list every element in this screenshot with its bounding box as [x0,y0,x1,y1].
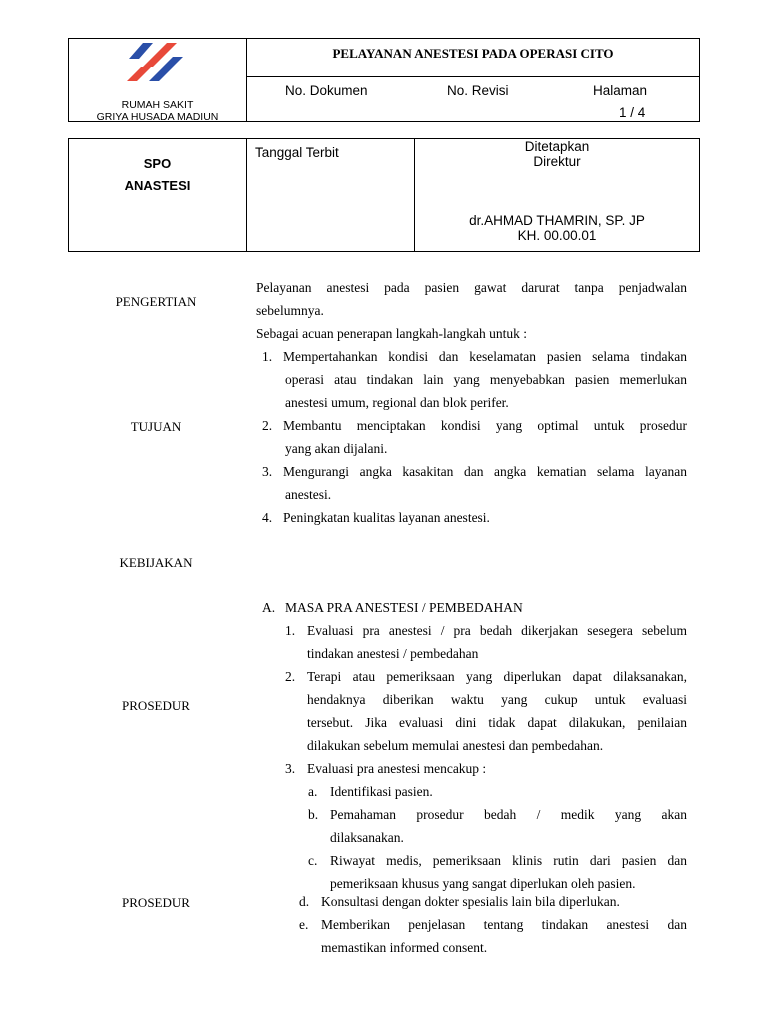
prosedur-item-2-line4: dilakukan sebelum memulai anestesi dan pembedahan. [307,738,604,753]
tujuan-item-1-number: 1. [262,349,273,364]
section-label-prosedur-2: PROSEDUR [122,895,190,910]
prosedur-sub-a-line1: Identifikasi pasien. [330,784,433,799]
spo-line1: SPO [143,156,172,171]
approval-block [415,139,699,169]
page-label: Halaman [593,83,648,98]
approved-line2: Direktur [533,154,581,169]
prosedur-sub-a-letter: a. [308,784,318,799]
tujuan-item-4-number: 4. [262,510,273,525]
tujuan-item-1-line1: Mempertahankan kondisi dan keselamatan pasien selama tindakan [283,349,687,364]
pengertian-line1: Pelayanan anestesi pada pasien gawat darurat tanpa penjadwalan [256,280,687,295]
prosedur-heading: MASA PRA ANESTESI / PEMBEDAHAN [285,600,523,615]
hospital-name-line2: GRIYA HUSADA MADIUN [96,111,219,123]
hospital-name [69,99,246,123]
prosedur-item-2-line1: Terapi atau pemeriksaan yang diperlukan dapat dilaksanakan, [307,669,687,684]
page-number: 1 / 4 [619,105,646,120]
spo-line2: ANASTESI [124,178,191,193]
header-table-top [68,38,700,122]
tujuan-item-4-line1: Peningkatan kualitas layanan anestesi. [283,510,490,525]
spo-label [69,153,246,197]
hospital-logo-icon [123,41,185,85]
prosedur-item-1-line2: tindakan anestesi / pembedahan [307,646,479,661]
prosedur-sub-c-line2: pemeriksaan khusus yang sangat diperlukan oleh pasien. [330,876,636,891]
prosedur-sub-b-line1: Pemahaman prosedur bedah / medik yang akan [330,807,687,822]
tujuan-item-3-line1: Mengurangi angka kasakitan dan angka kematian selama layanan [283,464,687,479]
hospital-name-line1: RUMAH SAKIT [121,99,194,111]
tujuan-item-2-line1: Membantu menciptakan kondisi yang optimal untuk prosedur [283,418,687,433]
prosedur-sub-e-letter: e. [299,917,309,932]
prosedur-sub-b-line2: dilaksanakan. [330,830,404,845]
tujuan-item-3-line2: anestesi. [285,487,332,502]
director-block [415,213,699,243]
prosedur-sub-d-line1: Konsultasi dengan dokter spesialis lain bila diperlukan. [321,894,620,909]
prosedur-item-1-number: 1. [285,623,296,638]
prosedur-sub-b-letter: b. [308,807,319,822]
prosedur-sub-e-line1: Memberikan penjelasan tentang tindakan anestesi dan [321,917,687,932]
issue-date-label: Tanggal Terbit [255,145,339,160]
header-table-bottom [68,138,700,252]
prosedur-item-3-line1: Evaluasi pra anestesi mencakup : [307,761,487,776]
prosedur-sub-c-line1: Riwayat medis, pemeriksaan klinis rutin dari pasien dan [330,853,687,868]
director-id: KH. 00.00.01 [517,228,597,243]
prosedur-item-2-line2: hendaknya diberikan waktu yang cukup untuk evaluasi [307,692,687,707]
prosedur-heading-letter: A. [262,600,276,615]
section-label-kebijakan: KEBIJAKAN [119,555,193,570]
director-name: dr.AHMAD THAMRIN, SP. JP [469,213,645,228]
tujuan-intro: Sebagai acuan penerapan langkah-langkah untuk : [256,326,528,341]
tujuan-item-2-line2: yang akan dijalani. [285,441,388,456]
divider [247,76,699,77]
prosedur-sub-d-letter: d. [299,894,310,909]
prosedur-item-2-number: 2. [285,669,296,684]
prosedur-item-1-line1: Evaluasi pra anestesi / pra bedah dikerjakan sesegera sebelum [307,623,687,638]
divider [246,139,247,251]
tujuan-item-1-line3: anestesi umum, regional dan blok perifer. [285,395,509,410]
prosedur-item-2-line3: tersebut. Jika evaluasi dini tidak dapat dilakukan, penilaian [307,715,687,730]
prosedur-sub-e-line2: memastikan informed consent. [321,940,488,955]
prosedur-sub-c-letter: c. [308,853,318,868]
doc-number-label: No. Dokumen [285,83,368,98]
pengertian-line2: sebelumnya. [256,303,324,318]
section-label-prosedur: PROSEDUR [122,698,190,713]
tujuan-item-3-number: 3. [262,464,273,479]
approved-line1: Ditetapkan [524,139,590,154]
section-label-tujuan: TUJUAN [130,419,182,434]
document-title: PELAYANAN ANESTESI PADA OPERASI CITO [332,46,614,61]
tujuan-item-2-number: 2. [262,418,273,433]
prosedur-item-3-number: 3. [285,761,296,776]
tujuan-item-1-line2: operasi atau tindakan lain yang menyebabkan pasien memerlukan [285,372,687,387]
revision-label: No. Revisi [447,83,509,98]
section-label-pengertian: PENGERTIAN [115,294,197,309]
